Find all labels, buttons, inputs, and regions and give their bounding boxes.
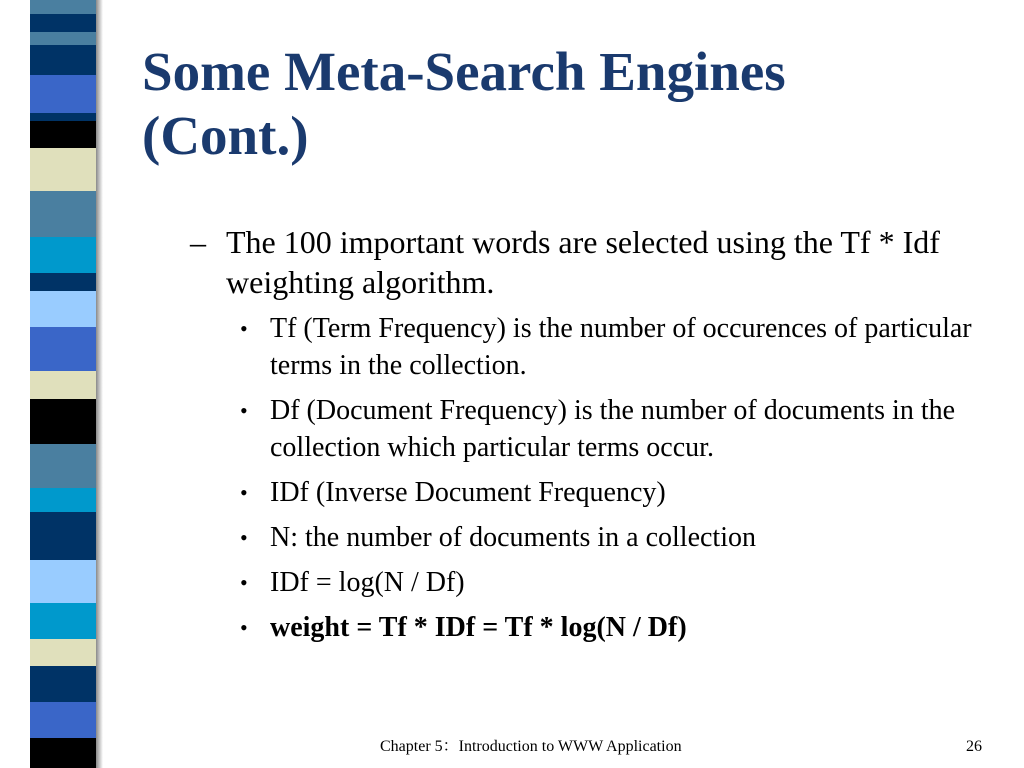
stripe-segment (30, 291, 96, 327)
bullet-text: IDf (Inverse Document Frequency) (270, 477, 666, 508)
stripe-segment (30, 603, 96, 639)
bullet-icon: • (240, 615, 248, 640)
stripe-segment (30, 121, 96, 148)
slide-title (142, 40, 992, 168)
stripe-segment (30, 237, 96, 273)
footer-chapter-label: Chapter 5：Introduction to WWW Application (380, 738, 682, 755)
bullet-icon: • (240, 525, 248, 550)
decorative-stripe-bar (30, 0, 96, 768)
stripe-segment (30, 488, 96, 512)
dash-item-text: The 100 important words are selected using the Tf * Idf weighting algorithm. (226, 224, 940, 300)
stripe-segment (30, 738, 96, 768)
stripe-segment (30, 399, 96, 444)
bullet-text: weight = Tf * IDf = Tf * log(N / Df) (270, 612, 687, 643)
bullet-item-weight-formula (240, 609, 995, 646)
bullet-text: N: the number of documents in a collection (270, 522, 756, 553)
page-number: 26 (966, 738, 982, 755)
bullet-item-df (240, 392, 995, 466)
stripe-segment (30, 327, 96, 371)
stripe-segment (30, 0, 96, 14)
stripe-segment (30, 191, 96, 237)
bullet-icon: • (240, 316, 248, 341)
bullet-item-idf-formula (240, 564, 995, 601)
bullet-item-idf (240, 474, 995, 511)
stripe-segment (30, 444, 96, 488)
dash-marker: – (190, 224, 206, 260)
stripe-segment (30, 639, 96, 666)
stripe-segment (30, 75, 96, 113)
bullet-item-n (240, 519, 995, 556)
bullet-list (190, 310, 995, 646)
stripe-segment (30, 148, 96, 191)
stripe-segment (30, 45, 96, 75)
bullet-text: Tf (Term Frequency) is the number of occurences of particular terms in the collection. (270, 313, 972, 381)
bullet-text: Df (Document Frequency) is the number of documents in the collection which particular terms occur. (270, 395, 956, 463)
bullet-icon: • (240, 480, 248, 505)
stripe-segment (30, 666, 96, 702)
slide-title-line-2: (Cont.) (142, 105, 309, 166)
slide-title-line-1: Some Meta-Search Engines (142, 41, 786, 102)
bullet-icon: • (240, 398, 248, 423)
slide-content (190, 222, 995, 654)
stripe-segment (30, 702, 96, 738)
stripe-segment (30, 113, 96, 121)
stripe-segment (30, 273, 96, 291)
bullet-text: IDf = log(N / Df) (270, 567, 465, 598)
stripe-bar-shadow (96, 0, 103, 768)
stripe-segment (30, 371, 96, 399)
stripe-segment (30, 512, 96, 560)
stripe-segment (30, 32, 96, 45)
stripe-segment (30, 560, 96, 603)
bullet-item-tf (240, 310, 995, 384)
stripe-segment (30, 14, 96, 32)
bullet-icon: • (240, 570, 248, 595)
dash-list-item (190, 222, 995, 302)
